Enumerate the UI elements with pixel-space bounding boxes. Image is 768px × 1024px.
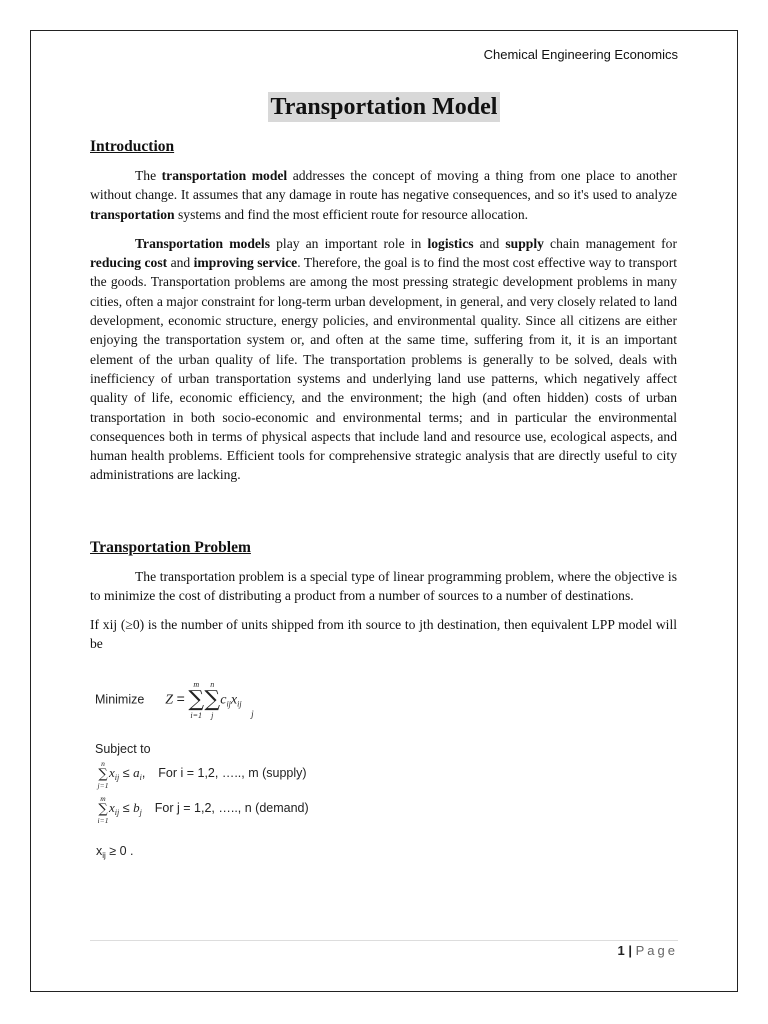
- running-header: Chemical Engineering Economics: [483, 47, 678, 62]
- b-variable: b: [133, 800, 140, 815]
- bold-run: improving service: [193, 255, 298, 271]
- sum-upper-limit: n: [101, 758, 105, 768]
- x-variable: x: [230, 692, 238, 708]
- x-subscript: ij: [237, 699, 242, 709]
- summation-i: [188, 680, 205, 720]
- less-equal-sign: ≤: [122, 801, 130, 815]
- less-equal-sign: ≤: [122, 766, 130, 780]
- text-run: and: [167, 255, 194, 271]
- problem-paragraph-1: The transportation problem is a special type of linear programming problem, where the objective is to minimize the cost of distributing a product from a number of sources to a number of destinations.: [90, 569, 677, 604]
- cost-subscript: ij: [226, 699, 231, 709]
- sigma-symbol: ∑: [188, 687, 205, 712]
- footer-divider: [90, 940, 678, 941]
- summation-j: [204, 680, 221, 720]
- transportation-problem-section: [90, 538, 677, 653]
- sum-upper-limit: m: [100, 793, 106, 803]
- minimize-label: Minimize: [95, 692, 145, 707]
- trailing-j: j: [251, 709, 254, 720]
- bold-run: transportation: [90, 206, 175, 222]
- x-subscript: ij: [114, 773, 120, 782]
- equals-sign: =: [176, 690, 185, 707]
- sigma-symbol: ∑: [204, 687, 221, 712]
- x-subscript: ij: [102, 851, 106, 860]
- bold-run: supply: [505, 235, 544, 251]
- bold-run: logistics: [427, 235, 474, 251]
- x-variable: x: [109, 800, 115, 815]
- sum-lower-limit: j: [211, 711, 214, 720]
- sigma-symbol: ∑: [98, 801, 108, 817]
- cost-variable: c: [220, 692, 227, 708]
- page-footer: [618, 943, 678, 958]
- non-negativity-constraint: [96, 844, 134, 860]
- page-word: Page: [635, 943, 678, 958]
- z-variable: Z: [165, 692, 174, 708]
- sum-upper-limit: n: [210, 680, 215, 689]
- text-run: . Therefore, the goal is to find the most cost effective way to transport the goods. Transportation problems are among the most pressing strategic development problems in many cities, often a major constraint for long-term urban development, in general, and very closely related to land development, economic structure, energy policies, and environmental quality. Since all citizens are either enjoying the transportation system or, and often at the same time, suffering from it, it is an important element of the urban quality of life. The transportation problems is generally to be solved, deals with inefficiency of urban transportation systems and underlying land use patterns, which negatively affect quality of life, economic efficiency, and the environment; the high (and often hidden) costs of urban transportation in both socio-economic and environmental terms; and in particular the environmental consequences both in terms of physical aspects that include land and resource use, ecological aspects, and human health problems. Efficient tools for comprehensive strategic analysis that are directly useful to city administrations are lacking.: [90, 255, 677, 483]
- text-run: play an important role in: [270, 235, 428, 251]
- a-variable: a: [133, 765, 140, 780]
- problem-paragraph-2: If xij (≥0) is the number of units shipped from ith source to jth destination, then equivalent LPP model will be: [90, 616, 677, 651]
- introduction-section: [90, 137, 677, 485]
- x-variable: x: [96, 844, 103, 858]
- x-variable: x: [109, 765, 115, 780]
- subject-to-label: Subject to: [95, 742, 151, 756]
- demand-range-text: For j = 1,2, ….., n (demand): [154, 801, 309, 815]
- text-run: systems and find the most efficient route for resource allocation.: [174, 206, 529, 222]
- introduction-heading: Introduction: [90, 138, 175, 155]
- page-title-wrapper: [0, 92, 768, 122]
- text-run: The: [135, 168, 162, 183]
- nonneg-relation: ≥ 0 .: [105, 844, 134, 858]
- text-run: addresses the concept of moving a thing from one place to another without change. It assumes that any damage in route has negative consequences, and so it's used to analyze: [90, 168, 677, 203]
- x-subscript: ij: [114, 808, 120, 817]
- bold-run: reducing cost: [90, 255, 168, 271]
- page-title: Transportation Model: [268, 92, 501, 122]
- bold-run: transportation model: [161, 168, 288, 183]
- objective-function: [95, 680, 254, 720]
- a-subscript: i: [139, 773, 142, 782]
- transportation-problem-heading: Transportation Problem: [90, 539, 251, 556]
- text-run: chain management for: [543, 235, 677, 251]
- text-run: and: [473, 235, 506, 251]
- intro-paragraph-2: [90, 234, 677, 485]
- summation-demand: [97, 793, 109, 825]
- b-subscript: j: [139, 808, 142, 817]
- summation-supply: [97, 758, 109, 790]
- footer-separator: |: [624, 943, 636, 958]
- supply-range-text: For i = 1,2, ….., m (supply): [158, 766, 307, 780]
- sum-lower-limit: i=1: [97, 815, 109, 825]
- page-number: 1: [617, 943, 625, 958]
- sum-lower-limit: j=1: [97, 780, 109, 790]
- sum-upper-limit: m: [193, 680, 200, 689]
- sum-lower-limit: i=1: [190, 711, 203, 720]
- demand-constraint: [97, 793, 309, 825]
- sigma-symbol: ∑: [98, 766, 108, 782]
- intro-paragraph-1: [90, 166, 677, 224]
- bold-run: Transportation models: [135, 235, 271, 251]
- supply-constraint: n ∑ j=1 $x_{ij} \le a_i$, For i = 1,2, ….., m (supply): [97, 758, 307, 790]
